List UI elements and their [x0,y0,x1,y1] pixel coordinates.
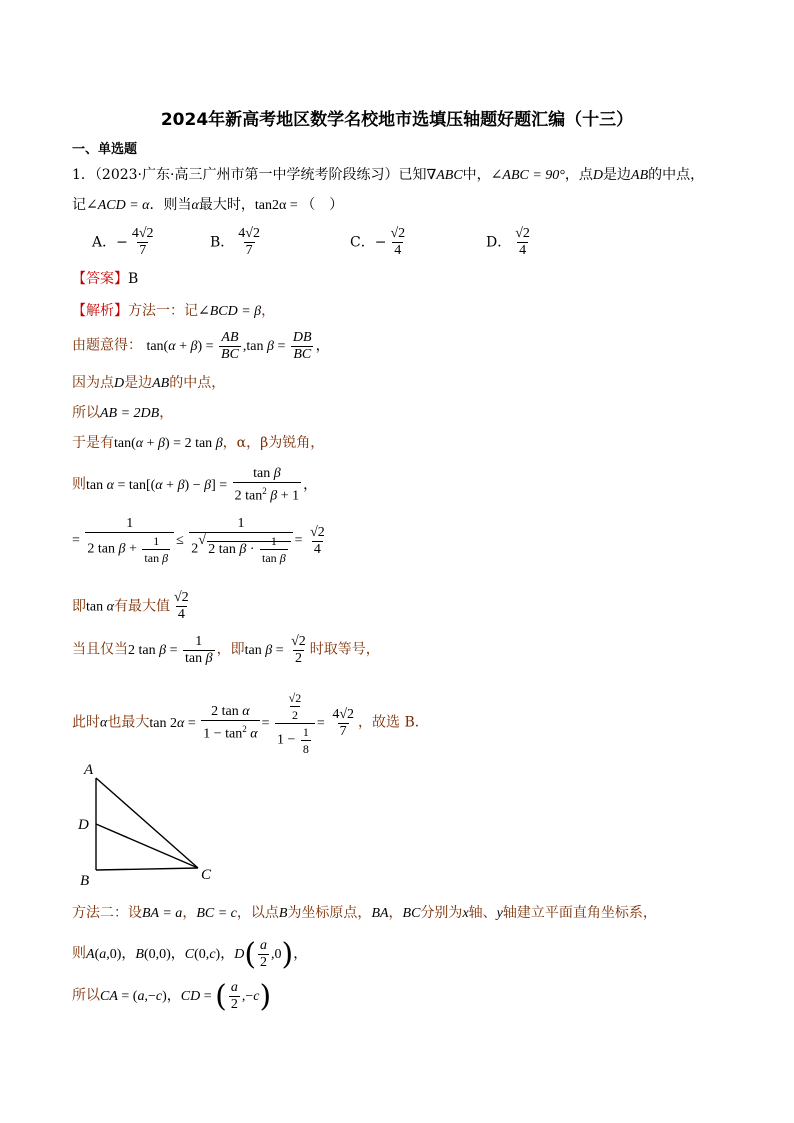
method-2-line-1: 方法二：设BA = a，BC = c，以点B为坐标原点，BA，BC分别为x轴、y轴建立平面直角坐标系， [72,905,657,921]
question-1-line-1: 1．（2023·广东·高三广州市第一中学统考阶段练习）已知∇ABC中，∠ABC = 90°，点D是边AB的中点， [72,167,705,183]
answer-line [72,270,138,288]
analysis-label: 【解析】 [72,303,128,319]
analysis-line-8: 即tan α有最大值 $\frac{√2}{4}$ [72,590,189,622]
analysis-line-2: 由题意得： tan(α + β) = $\frac{AB}{BC}$ ,tan β = $\frac{DB}{BC}$ ， [72,330,330,362]
option-d[interactable]: D． $\frac{√2}{4}$ [486,226,530,258]
question-source: （2023·广东·高三广州市第一中学统考阶段练习）已知 [94,167,427,183]
analysis-line-5: 于是有tan(α + β) = 2 tan β，α，β为锐角， [72,435,325,451]
segment-bc [96,868,198,870]
vertex-c-label: C [201,867,212,883]
segment-dc [96,824,198,868]
analysis-line-9: 当且仅当2 tan β = $\frac{1}{\text{tan β}}$ ，即tan β = $\frac{√2}{2}$ 时取等号， [72,634,380,666]
analysis-line-6: 则tan α = tan[(α + β) − β] = $\frac{\text{tan β}}{2 \tan^2 \beta + 1}$ ， [72,466,318,504]
analysis-line-4: 所以AB = 2DB， [72,405,174,421]
method-2-line-2: 则A(a,0)，B(0,0)，C(0,c)，D( $\frac{a}{2}$ ,0)， [72,936,308,972]
vertex-a-label: A [84,762,94,778]
answer-value: B [128,271,139,287]
analysis-line-3: 因为点D是边AB的中点， [72,375,226,391]
segment-ac [96,778,198,868]
option-c[interactable]: C．− $\frac{√2}{4}$ [350,226,406,258]
section-heading: 一、单选题 [72,142,138,157]
triangle-figure [74,758,224,890]
vertex-b-label: B [80,873,90,889]
analysis-line-10: 此时α也最大tan 2α = $\frac{\text{2 tan α}}{1 - \tan^2 \alpha}$ = $\frac{√2}{2}$ 1 − $\frac{1}{8}$ = $\frac{4√2}{7}$ ，故选 B． [72,691,429,756]
question-1-line-2: 记∠ACD = α．则当α最大时，tan2α = （ ） [72,197,344,213]
document-title: 2024年新高考地区数学名校地市选填压轴题好题汇编（十三） [160,110,634,130]
answer-label: 【答案】 [72,271,128,287]
analysis-line-1: 【解析】方法一：记∠BCD = β， [72,303,276,319]
option-b[interactable]: B． $\frac{4√2}{7}$ [210,226,260,258]
analysis-line-7: = 1 2 tan β + $\frac{1}{\text{tan β}}$ ≤ 1 2 √ 2 tan β · $\frac{1}{\text{tan β}}$ = $\frac{√2}{4}$ [72,516,325,565]
option-a[interactable]: A．− $\frac{4√2}{7}$ [92,226,154,258]
vertex-d-label: D [78,817,89,833]
method-2-line-3: 所以CA = (a,−c)，CD = ( $\frac{a}{2}$ ,−c) [72,978,272,1014]
